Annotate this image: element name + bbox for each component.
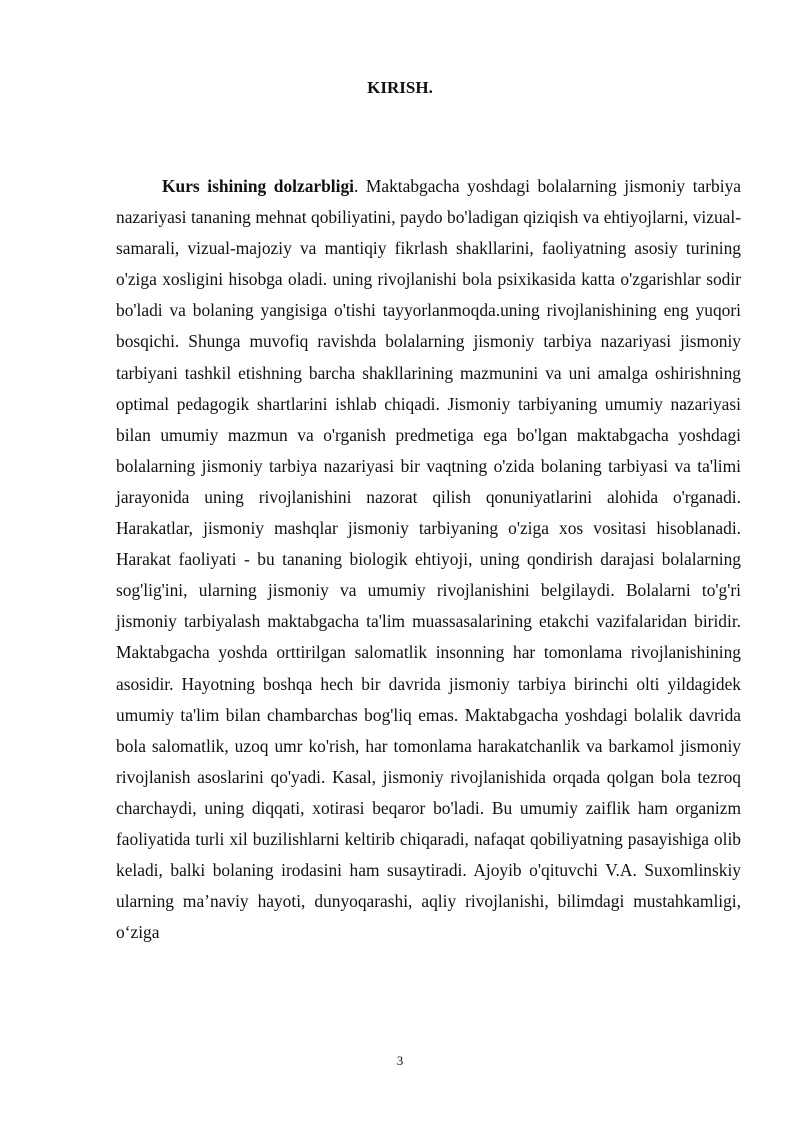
page-title: KIRISH. xyxy=(367,78,433,97)
paragraph-text: . Maktabgacha yoshdagi bolalarning jismoniy tarbiya nazariyasi tananing mehnat qobiliyatini, paydo bo'ladigan qiziqish va ehtiyojlarni, vizual-samarali, vizual-majoziy va mantiqiy fikrlash shakllarini, faoliyatning asosiy turining o'ziga xosligini hisobga oladi. uning rivojlanishi bola psixikasida katta o'zgarishlar sodir bo'ladi va bolaning yangisiga o'tishi tayyorlanmoqda.uning rivojlanishining eng yuqori bosqichi. Shunga muvofiq ravishda bolalarning jismoniy tarbiya nazariyasi jismoniy tarbiyani tashkil etishning barcha shakllarining mazmunini va uni amalga oshirishning optimal pedagogik shartlarini ishlab chiqadi. Jismoniy tarbiyaning umumiy nazariyasi bilan umumiy mazmun va o'rganish predmetiga ega bo'lgan maktabgacha yoshdagi bolalarning jismoniy tarbiya nazariyasi bir vaqtning o'zida bolaning tarbiyasi va ta'limi jarayonida uning rivojlanishini nazorat qilish qonuniyatlarini alohida o'rganadi. Harakatlar, jismoniy mashqlar jismoniy tarbiyaning o'ziga xos vositasi hisoblanadi. Harakat faoliyati - bu tananing biologik ehtiyoji, uning qondirish darajasi bolalarning sog'lig'ini, ularning jismoniy va umumiy rivojlanishini belgilaydi. Bolalarni to'g'ri jismoniy tarbiyalash maktabgacha ta'lim muassasalarining etakchi vazifalaridan biridir. Maktabgacha yoshda orttirilgan salomatlik insonning har tomonlama rivojlanishining asosidir. Hayotning boshqa hech bir davrida jismoniy tarbiya birinchi olti yildagidek umumiy ta'lim bilan chambarchas bog'liq emas. Maktabgacha yoshdagi bolalik davrida bola salomatlik, uzoq umr ko'rish, har tomonlama harakatchanlik va barkamol jismoniy rivojlanish asoslarini qo'yadi. Kasal, jismoniy rivojlanishida orqada qolgan bola tezroq charchaydi, uning diqqati, xotirasi beqaror bo'ladi. Bu umumiy zaiflik ham organizm faoliyatida turli xil buzilishlarni keltirib chiqaradi, nafaqat qobiliyatning pasayishiga olib keladi, balki bolaning irodasini ham susaytiradi. Ajoyib o'qituvchi V.A. Suxomlinskiy ularning ma’naviy hayoti, dunyoqarashi, aqliy rivojlanishi, bilimdagi mustahkamligi, o‘ziga xyxy=(116,176,741,943)
page-number: 3 xyxy=(396,1053,404,1068)
body-paragraph xyxy=(116,171,741,948)
paragraph-lead: Kurs ishining dolzarbligi xyxy=(162,176,354,196)
